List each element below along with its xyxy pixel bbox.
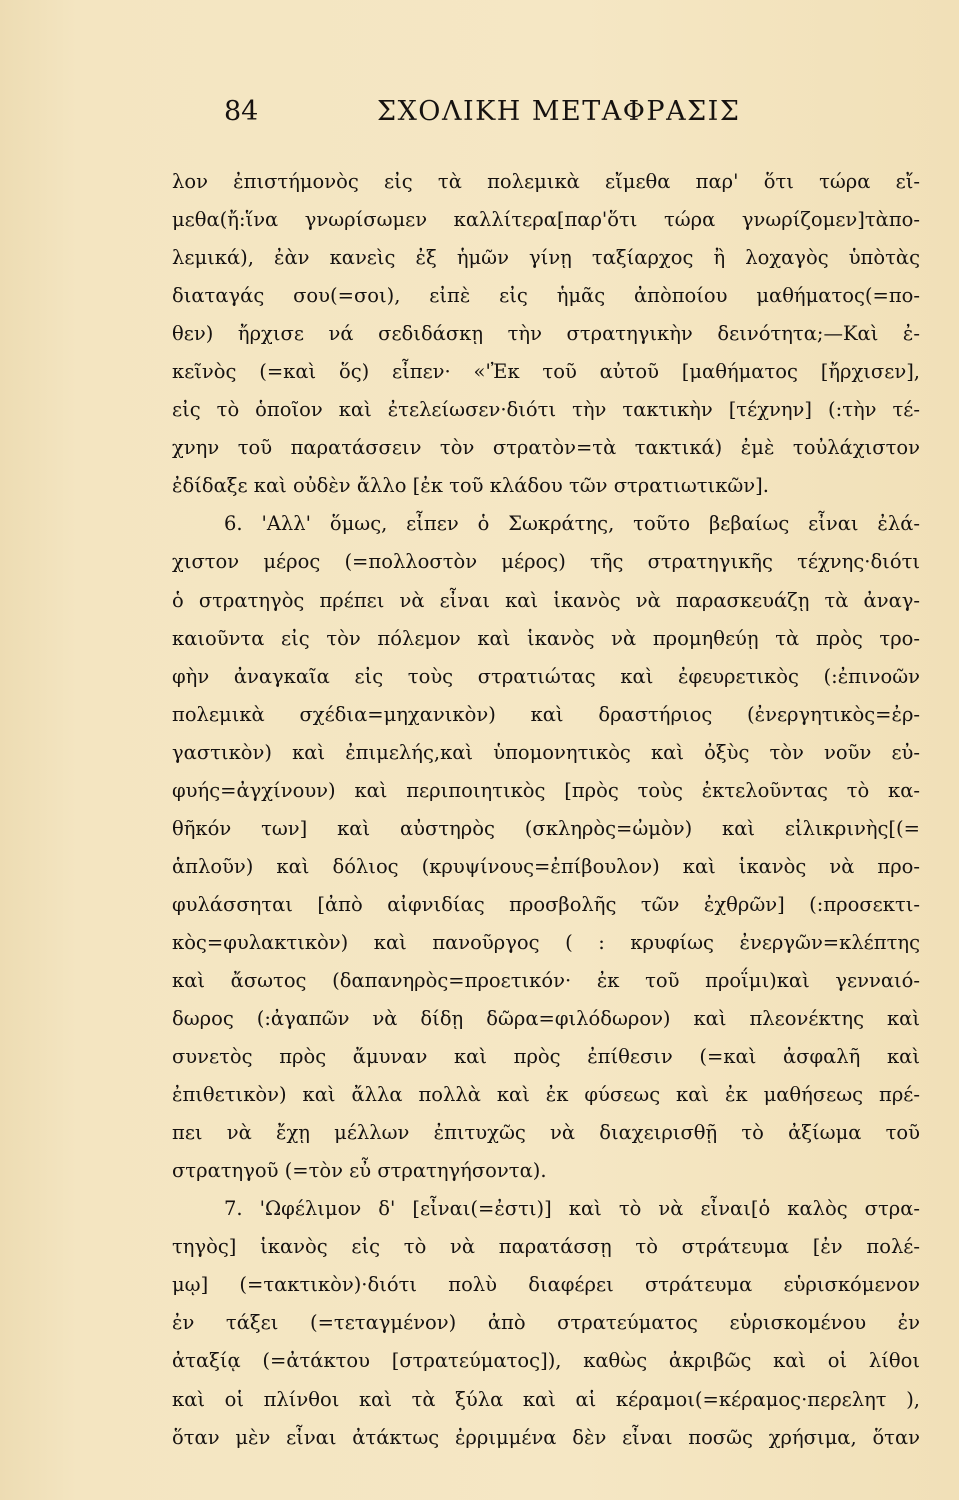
page-number: 84: [224, 96, 259, 127]
text-line: φυλάσσηται [ἀπὸ αἰφνιδίας προσβολῆς τῶν ἐχθρῶν] (:προσεκτι-: [172, 892, 920, 916]
text-line: καὶ οἱ πλίνθοι καὶ τὰ ξύλα καὶ αἱ κέραμοι(=κέραμος·περελητ ),: [172, 1387, 920, 1411]
text-line: πει νὰ ἔχῃ μέλλων ἐπιτυχῶς νὰ διαχειρισθῇ τὸ ἀξίωμα τοῦ: [172, 1121, 920, 1145]
text-line: γαστικὸν) καὶ ἐπιμελής,καὶ ὑπομονητικὸς καὶ ὀξὺς τὸν νοῦν εὐ-: [172, 740, 920, 764]
text-line: ἐπιθετικὸν) καὶ ἄλλα πολλὰ καὶ ἐκ φύσεως καὶ ἐκ μαθήσεως πρέ-: [172, 1083, 920, 1107]
body-text: [172, 163, 920, 1457]
text-line: δωρος (:ἀγαπῶν νὰ δίδῃ δῶρα=φιλόδωρον) καὶ πλεονέκτης καὶ: [172, 1007, 920, 1031]
text-line: διαταγάς σου(=σοι), εἰπὲ εἰς ἡμᾶς ἀπὸποίου μαθήματος(=πο-: [172, 284, 920, 308]
text-line: φυής=ἀγχίνουν) καὶ περιποιητικὸς [πρὸς τοὺς ἐκτελοῦντας τὸ κα-: [172, 778, 920, 802]
text-line: ἀταξίᾳ (=ἀτάκτου [στρατεύματος]), καθὼς ἀκριβῶς καὶ οἱ λίθοι: [172, 1349, 920, 1373]
text-line: καιοῦντα εἰς τὸν πόλεμον καὶ ἱκανὸς νὰ προμηθεύῃ τὰ πρὸς τρο-: [172, 626, 920, 650]
running-title: ΣΧΟΛΙΚΗ ΜΕΤΑΦΡΑΣΙΣ: [377, 96, 741, 127]
text-line: κὸς=φυλακτικὸν) καὶ πανοῦργος ( : κρυφίως ἐνεργῶν=κλέπτης: [172, 930, 920, 954]
text-line: πολεμικὰ σχέδια=μηχανικὸν) καὶ δραστήριος (ἐνεργητικὸς=ἐρ-: [172, 702, 920, 726]
text-line: θεν) ἤρχισε νά σεδιδάσκῃ τὴν στρατηγικὴν δεινότητα;—Καὶ ἐ-: [172, 322, 920, 346]
text-line: ἁπλοῦν) καὶ δόλιος (κρυψίνους=ἐπίβουλον) καὶ ἱκανὸς νὰ προ-: [172, 854, 920, 878]
text-line: χνην τοῦ παρατάσσειν τὸν στρατὸν=τὰ τακτικά) ἐμὲ τοὐλάχιστον: [172, 436, 920, 460]
text-line: φὴν ἀναγκαῖα εἰς τοὺς στρατιώτας καὶ ἐφευρετικὸς (:ἐπινοῶν: [172, 664, 920, 688]
text-line: τηγὸς] ἱκανὸς εἰς τὸ νὰ παρατάσσῃ τὸ στράτευμα [ἐν πολέ-: [172, 1235, 920, 1259]
text-line: λον ἐπιστήμονὸς εἰς τὰ πολεμικὰ εἴμεθα παρ' ὅτι τώρα εἴ-: [172, 170, 920, 193]
text-line: ἐδίδαξε καὶ οὐδὲν ἄλλο [ἐκ τοῦ κλάδου τῶν στρατιωτικῶν].: [172, 474, 769, 498]
text-line: στρατηγοῦ (=τὸν εὖ στρατηγήσοντα).: [172, 1159, 547, 1183]
text-line: μῳ] (=τακτικὸν)·διότι πολὺ διαφέρει στράτευμα εὑρισκόμενον: [172, 1273, 920, 1297]
text-line: χιστον μέρος (=πολλοστὸν μέρος) τῆς στρατηγικῆς τέχνης·διότι: [172, 550, 920, 574]
text-line: ὅταν μὲν εἶναι ἀτάκτως ἐρριμμένα δὲν εἶναι ποσῶς χρήσιμα, ὅταν: [172, 1425, 920, 1449]
text-line: καὶ ἄσωτος (δαπανηρὸς=προετικόν· ἐκ τοῦ προΐμι)καὶ γενναιό-: [172, 968, 920, 992]
text-line: θῆκόν των] καὶ αὐστηρὸς (σκληρὸς=ὠμὸν) καὶ εἰλικρινὴς[(=: [172, 816, 920, 840]
page-header: [172, 96, 920, 136]
paragraph-7-start: 7. 'Ωφέλιμον δ' [εἶναι(=ἐστι)] καὶ τὸ νὰ εἶναι[ὁ καλὸς στρα-: [224, 1197, 920, 1221]
text-line: συνετὸς πρὸς ἄμυναν καὶ πρὸς ἐπίθεσιν (=καὶ ἀσφαλῆ καὶ: [172, 1045, 920, 1069]
text-line: λεμικά), ἐὰν κανεὶς ἐξ ἡμῶν γίνῃ ταξίαρχος ἢ λοχαγὸς ὑπὸτὰς: [172, 246, 920, 270]
text-line: ἐν τάξει (=τεταγμένον) ἀπὸ στρατεύματος εὑρισκομένου ἐν: [172, 1311, 920, 1335]
paragraph-6-start: 6. 'Αλλ' ὅμως, εἶπεν ὁ Σωκράτης, τοῦτο βεβαίως εἶναι ἐλά-: [224, 512, 920, 536]
text-line: εἰς τὸ ὁποῖον καὶ ἐτελείωσεν·διότι τὴν τακτικὴν [τέχνην] (:τὴν τέ-: [172, 398, 920, 422]
text-line: μεθα(ἤ:ἵνα γνωρίσωμεν καλλίτερα[παρ'ὅτι τώρα γνωρίζομεν]τὰπο-: [172, 208, 920, 232]
text-line: ὁ στρατηγὸς πρέπει νὰ εἶναι καὶ ἱκανὸς νὰ παρασκευάζῃ τὰ ἀναγ-: [172, 588, 920, 612]
text-line: κεῖνὸς (=καὶ ὅς) εἶπεν· «'Ἐκ τοῦ αὐτοῦ [μαθήματος [ἤρχισεν],: [172, 360, 920, 384]
